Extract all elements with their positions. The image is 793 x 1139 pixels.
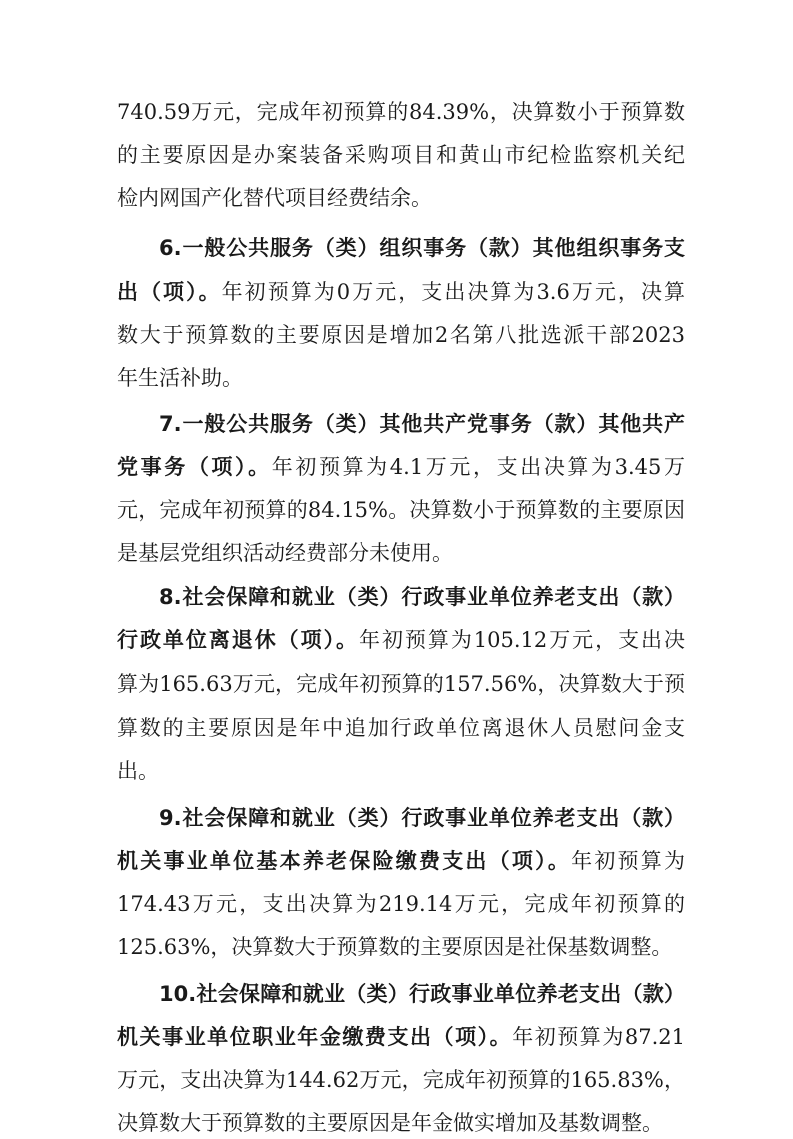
item-heading-line (159, 802, 685, 834)
text-line (117, 96, 685, 128)
item-heading: 党事务（项）。 (117, 455, 272, 479)
text-run: 125.63%，决算数大于预算数的主要原因是社保基数调整。 (117, 935, 673, 959)
text-run: 出。 (117, 759, 159, 783)
item-heading: 机关事业单位基本养老保险缴费支出（项）。 (117, 849, 572, 873)
item-heading: 行政单位离退休（项）。 (117, 628, 360, 652)
text-run: 年初预算为4.1万元，支出决算为3.45万 (271, 455, 686, 479)
text-run: 年生活补助。 (117, 366, 243, 390)
text-line (117, 845, 685, 877)
text-line (117, 1107, 685, 1139)
text-run: 元，完成年初预算的84.15%。决算数小于预算数的主要原因 (117, 498, 685, 522)
text-line (117, 319, 685, 351)
text-line (117, 624, 685, 656)
text-run: 年初预算为0万元，支出决算为3.6万元，决算 (221, 280, 685, 304)
text-line (117, 1021, 685, 1053)
item-heading: 10.社会保障和就业（类）行政事业单位养老支出（款） (159, 982, 685, 1006)
text-run: 算数的主要原因是年中追加行政单位离退休人员慰问金支 (117, 716, 685, 740)
text-run: 年初预算为87.21 (512, 1025, 685, 1049)
text-run: 是基层党组织活动经费部分未使用。 (117, 541, 453, 565)
text-run: 决算数大于预算数的主要原因是年金做实增加及基数调整。 (117, 1111, 663, 1135)
text-run: 740.59万元，完成年初预算的84.39%，决算数小于预算数 (117, 100, 685, 124)
item-heading-line (159, 581, 685, 613)
text-run: 算为165.63万元，完成年初预算的157.56%，决算数大于预 (117, 672, 685, 696)
text-line (117, 888, 685, 920)
text-run: 数大于预算数的主要原因是增加2名第八批选派干部2023 (117, 323, 685, 347)
item-heading-line (159, 978, 685, 1010)
text-run: 检内网国产化替代项目经费结余。 (117, 186, 432, 210)
text-line (117, 451, 685, 483)
text-line (117, 362, 685, 394)
item-heading: 6.一般公共服务（类）组织事务（款）其他组织事务支 (159, 236, 685, 260)
item-heading-line (159, 408, 685, 440)
text-line (117, 276, 685, 308)
text-run: 的主要原因是办案装备采购项目和黄山市纪检监察机关纪 (117, 143, 685, 167)
text-line (117, 931, 685, 963)
item-heading-line (159, 232, 685, 264)
text-line (117, 712, 685, 744)
text-line (117, 1064, 685, 1096)
text-line (117, 537, 685, 569)
text-run: 年初预算为105.12万元，支出决 (359, 628, 686, 652)
item-heading: 8.社会保障和就业（类）行政事业单位养老支出（款） (159, 585, 685, 609)
item-heading: 9.社会保障和就业（类）行政事业单位养老支出（款） (159, 806, 685, 830)
text-run: 年初预算为 (571, 849, 686, 873)
text-line (117, 139, 685, 171)
item-heading: 机关事业单位职业年金缴费支出（项）。 (117, 1025, 513, 1049)
text-line (117, 494, 685, 526)
text-run: 万元，支出决算为144.62万元，完成年初预算的165.83%， (117, 1068, 685, 1092)
text-run: 174.43万元，支出决算为219.14万元，完成年初预算的 (117, 892, 685, 916)
text-line (117, 182, 685, 214)
text-line (117, 755, 685, 787)
item-heading: 7.一般公共服务（类）其他共产党事务（款）其他共产 (159, 412, 685, 436)
text-line (117, 668, 685, 700)
item-heading: 出（项）。 (117, 280, 222, 304)
